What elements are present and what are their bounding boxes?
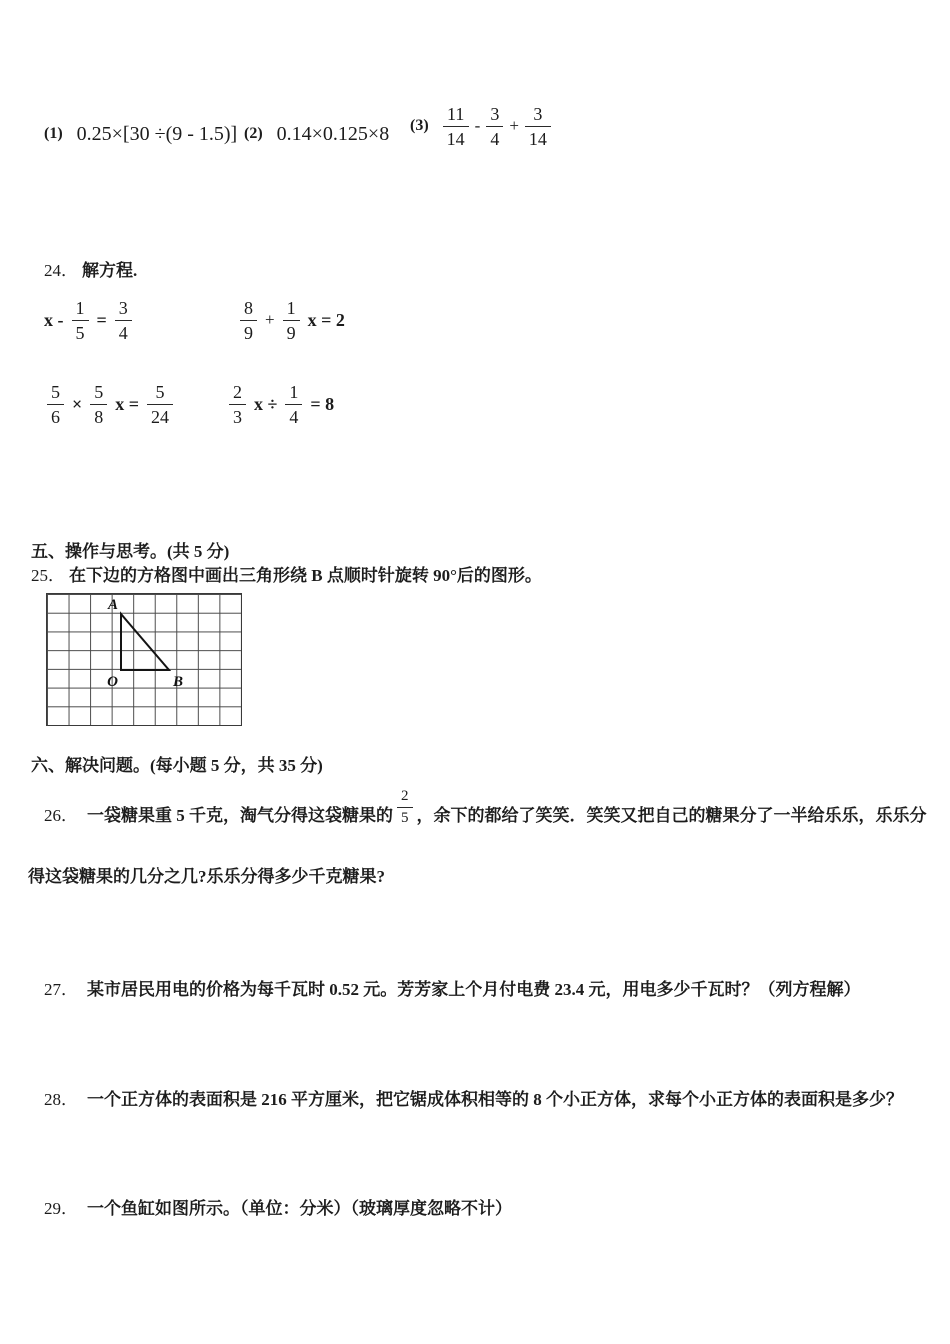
equation-tail: x = 2 <box>307 309 345 330</box>
calc-item-3 <box>410 96 551 156</box>
fraction: $\frac{3}{4}$ <box>115 299 132 342</box>
question-number: 29． <box>44 1199 78 1218</box>
equation-lead: x - <box>44 309 64 330</box>
plus-operator: + <box>509 116 519 135</box>
calc-item-1-label: (1) <box>44 125 63 142</box>
equation-mid: x = <box>115 393 140 414</box>
calc-item-2-expression: 0.14×0.125×8 <box>276 122 390 145</box>
fraction: $\frac{1}{4}$ <box>285 383 302 426</box>
equation-1 <box>44 292 132 348</box>
question-27 <box>44 975 861 1000</box>
fraction: $\frac{11}{14}$ <box>443 105 469 148</box>
multiply-operator: × <box>72 393 83 414</box>
fraction: $\frac{8}{9}$ <box>240 299 257 342</box>
triangle-figure <box>47 594 241 725</box>
calc-item-2 <box>244 108 389 160</box>
section-5-heading: 五、操作与思考。(共 5 分) <box>31 542 230 561</box>
question-text: 某市居民用电的价格为每千瓦时 0.52 元。芳芳家上个月付电费 23.4 元，用电多少千瓦时？（列方程解） <box>87 980 861 999</box>
calc-item-1 <box>44 108 237 160</box>
minus-operator: - <box>474 116 481 135</box>
vertex-label-b: B <box>173 674 184 690</box>
equation-2 <box>240 292 345 348</box>
question-26-line1 <box>44 774 927 826</box>
fraction: $\frac{1}{5}$ <box>72 299 89 342</box>
question-26-line2: 得这袋糖果的几分之几?乐乐分得多少千克糖果? <box>28 867 385 886</box>
calc-item-2-label: (2) <box>244 125 263 142</box>
fraction: $\frac{3}{4}$ <box>486 105 503 148</box>
question-29 <box>44 1194 512 1219</box>
equation-3 <box>47 376 173 432</box>
fraction: $\frac{5}{8}$ <box>90 383 107 426</box>
calc-item-1-expression: 0.25×[30 ÷(9 - 1.5)] <box>76 122 238 145</box>
equation-mid: x ÷ <box>254 393 278 414</box>
fraction: $\frac{1}{9}$ <box>283 299 300 342</box>
vertex-label-o: O <box>107 674 118 690</box>
equals-operator: = <box>96 309 107 330</box>
section-6-heading: 六、解决问题。(每小题 5 分，共 35 分) <box>31 756 323 775</box>
question-text-part1: 一袋糖果重 5 千克，淘气分得这袋糖果的 <box>87 806 393 825</box>
question-25 <box>31 561 542 586</box>
question-24-title <box>44 256 137 281</box>
question-text-part2: ，余下的都给了笑笑．笑笑又把自己的糖果分了一半给乐乐，乐乐分 <box>416 806 927 825</box>
fraction: $\frac{5}{6}$ <box>47 383 64 426</box>
question-text: 一个正方体的表面积是 216 平方厘米，把它锯成体积相等的 8 个小正方体，求每个小正方体的表面积是多少？ <box>87 1090 903 1109</box>
question-number: 28． <box>44 1090 78 1109</box>
fraction: $\frac{2}{5}$ <box>397 789 413 826</box>
grid-figure <box>46 593 242 726</box>
question-text: 一个鱼缸如图所示。（单位：分米）（玻璃厚度忽略不计） <box>87 1199 512 1218</box>
fraction: $\frac{3}{14}$ <box>525 105 551 148</box>
question-number: 27． <box>44 980 78 999</box>
vertex-label-a: A <box>107 597 118 613</box>
question-number: 25． <box>31 566 65 585</box>
plus-operator: + <box>265 310 275 329</box>
fraction: $\frac{2}{3}$ <box>229 383 246 426</box>
equation-tail: = 8 <box>310 393 335 414</box>
fraction: $\frac{5}{24}$ <box>147 383 173 426</box>
question-28 <box>44 1085 903 1110</box>
triangle-shape <box>121 614 169 670</box>
question-number: 26． <box>44 806 78 825</box>
question-number: 24． <box>44 261 78 280</box>
equation-4 <box>229 376 334 432</box>
question-text: 在下边的方格图中画出三角形绕 B 点顺时针旋转 90°后的图形。 <box>69 566 542 585</box>
calc-item-3-label: (3) <box>410 117 429 134</box>
question-title-text: 解方程. <box>82 261 138 280</box>
